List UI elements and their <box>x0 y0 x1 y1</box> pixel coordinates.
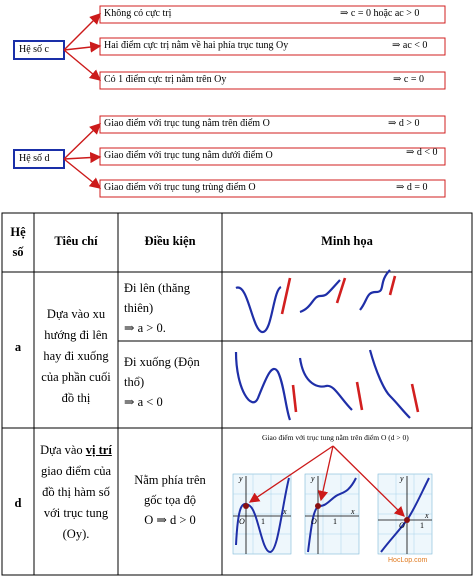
arrow-c-2 <box>64 46 100 50</box>
watermark: HocLop.com <box>388 557 428 564</box>
row-a-criterion-line: hướng đi lên <box>44 328 108 342</box>
row-a-cond-down <box>124 352 220 412</box>
row-a-criterion-line: Dựa vào xu <box>46 307 106 321</box>
row-d-cond-line: O ⇒ d > 0 <box>144 513 196 527</box>
row-d-cond-line: gốc tọa độ <box>143 493 197 507</box>
illus-up <box>236 270 390 332</box>
arrow-d-2 <box>64 157 100 159</box>
graph3-origin-label: O <box>399 521 405 530</box>
row-a-criterion-line: của phần cuối <box>41 370 111 384</box>
c-row-1-text: Không có cực trị <box>104 8 172 19</box>
arrow-c-1 <box>64 14 100 50</box>
graph1-x-label: x <box>283 507 287 516</box>
row-d-criterion-prefix: Dựa vào <box>40 443 86 457</box>
d-row-3-result: ⇒ d = 0 <box>396 182 428 193</box>
d-row-2-result: ⇒ d < 0 <box>406 147 438 158</box>
d-row-2-text: Giao điểm với trục tung nằm dưới điểm O <box>104 150 273 161</box>
graph3-one-label: 1 <box>420 521 424 530</box>
header-coef-line1: Hệ <box>10 225 26 239</box>
label-d: Hệ số d <box>19 153 50 164</box>
row-d-criterion-line: giao điểm của <box>40 464 112 478</box>
d-row-1-text: Giao điểm với trục tung nằm trên điểm O <box>104 118 270 129</box>
header-criterion: Tiêu chí <box>54 234 98 248</box>
row-d-coef: d <box>14 496 22 510</box>
graph1-origin-label: O <box>239 517 245 526</box>
row-a-criterion <box>34 304 118 409</box>
row-a-cond-up <box>124 278 220 338</box>
row-a-cond-down-line: thổ) <box>124 375 145 389</box>
graph1-one-label: 1 <box>261 517 265 526</box>
c-row-1-result: ⇒ c = 0 hoặc ac > 0 <box>340 8 420 19</box>
row-a-coef: a <box>14 340 22 354</box>
d-row-1-result: ⇒ d > 0 <box>388 118 420 129</box>
arrow-c-3 <box>64 50 100 80</box>
row-d-criterion-line: với trục tung <box>43 506 109 520</box>
row-d-criterion <box>34 440 118 545</box>
row-d-criterion-emphasis: vị trí <box>85 443 112 457</box>
row-d-cond-line: Nằm phía trên <box>134 473 206 487</box>
row-d-criterion-line: (Oy). <box>62 527 90 541</box>
graph2-one-label: 1 <box>333 517 337 526</box>
graph2-y-label: y <box>311 474 315 483</box>
label-c: Hệ số c <box>19 44 49 55</box>
row-a-criterion-line: đồ thị <box>61 391 91 405</box>
row-a-cond-down-line: Đi xuống (Độn <box>124 355 200 369</box>
header-coef <box>2 222 34 262</box>
row-a-cond-up-line: ⇒ a > 0. <box>124 321 166 335</box>
c-row-2-text: Hai điểm cực trị nằm về hai phía trục tung Oy <box>104 40 289 51</box>
row-a-cond-up-line: Đi lên (thăng <box>124 281 190 295</box>
row-d-criterion-line: đồ thị hàm số <box>42 485 110 499</box>
graph3-x-label: x <box>425 511 429 520</box>
graph1-y-label: y <box>239 474 243 483</box>
graph2-x-label: x <box>351 507 355 516</box>
c-row-3-text: Có 1 điểm cực trị nằm trên Oy <box>104 74 227 85</box>
row-a-cond-down-line: ⇒ a < 0 <box>124 395 163 409</box>
row-d-illus-caption: Giao điểm với trục tung nằm trên điểm O (d > 0) <box>262 433 409 442</box>
illus-down <box>236 350 410 420</box>
graph3-y-label: y <box>400 474 404 483</box>
header-coef-line2: số <box>12 245 24 259</box>
c-row-2-result: ⇒ ac < 0 <box>392 40 428 51</box>
header-illustration: Minh họa <box>321 234 373 248</box>
row-d-criterion-first <box>34 440 118 461</box>
row-a-cond-up-line: thiên) <box>124 301 154 315</box>
row-a-criterion-line: hay đi xuống <box>43 349 109 363</box>
c-row-3-result: ⇒ c = 0 <box>393 74 424 85</box>
d-row-3-text: Giao điểm với trục tung trùng điểm O <box>104 182 256 193</box>
row-d-cond <box>118 470 222 530</box>
arrow-d-1 <box>64 124 100 159</box>
graph2-origin-label: O <box>311 517 317 526</box>
header-condition: Điều kiện <box>144 234 196 248</box>
arrow-d-3 <box>64 159 100 188</box>
